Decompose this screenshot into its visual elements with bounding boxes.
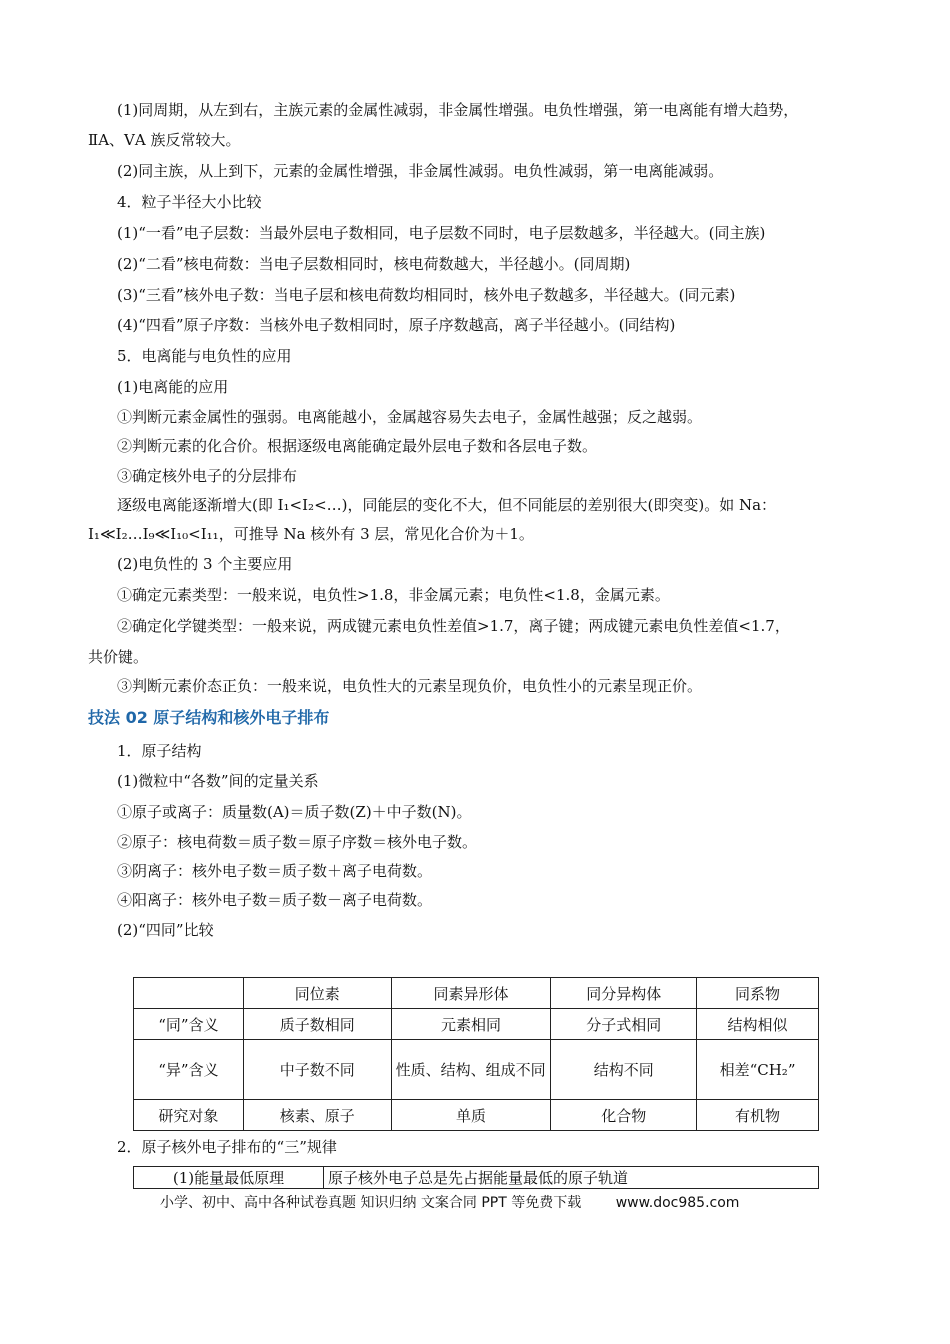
section-title: 2．原子核外电子排布的“三”规律: [117, 1138, 337, 1156]
table-cell: “同”含义: [134, 1009, 244, 1040]
table-cell: 性质、结构、组成不同: [391, 1040, 551, 1100]
table-cell: 原子核外电子总是先占据能量最低的原子轨道: [324, 1167, 819, 1189]
body-line: ①原子或离子：质量数(A)＝质子数(Z)＋中子数(N)。: [117, 803, 472, 821]
body-line: (3)“三看”核外电子数：当电子层和核电荷数均相同时，核外电子数越多，半径越大。(同元素): [117, 286, 736, 304]
body-line: 共价键。: [88, 648, 149, 666]
table-header: 同系物: [697, 978, 819, 1009]
table-row: [134, 1167, 819, 1189]
table-cell: 有机物: [697, 1100, 819, 1131]
section-title: 5．电离能与电负性的应用: [117, 347, 292, 365]
table-cell: (1)能量最低原理: [134, 1167, 324, 1189]
body-line: ③确定核外电子的分层排布: [117, 467, 298, 485]
table-header: 同素异形体: [391, 978, 551, 1009]
body-line: (1)微粒中“各数”间的定量关系: [117, 772, 319, 790]
body-line: ②确定化学键类型：一般来说，两成键元素电负性差值>1.7，离子键；两成键元素电负性差值<1.7，: [117, 617, 790, 635]
table-cell: 单质: [391, 1100, 551, 1131]
body-line: (2)“二看”核电荷数：当电子层数相同时，核电荷数越大，半径越小。(同周期): [117, 255, 631, 273]
table-cell: 相差“CH₂”: [697, 1040, 819, 1100]
table-cell: “异”含义: [134, 1040, 244, 1100]
body-line: ②判断元素的化合价。根据逐级电离能确定最外层电子数和各层电子数。: [117, 437, 598, 455]
body-line: ③阴离子：核外电子数＝质子数＋离子电荷数。: [117, 862, 433, 880]
body-line: ⅡA、ⅤA 族反常较大。: [88, 131, 241, 149]
body-line: (4)“四看”原子序数：当核外电子数相同时，原子序数越高，离子半径越小。(同结构): [117, 316, 676, 334]
section-title: 4．粒子半径大小比较: [117, 193, 262, 211]
page-footer: [160, 1192, 739, 1212]
section-heading: 技法 02 原子结构和核外电子排布: [88, 708, 330, 727]
table-header: 同位素: [243, 978, 391, 1009]
section-title: 1．原子结构: [117, 742, 202, 760]
footer-text: 小学、初中、高中各种试卷真题 知识归纳 文案合同 PPT 等免费下载: [160, 1195, 582, 1211]
table-cell: 元素相同: [391, 1009, 551, 1040]
rules-table: [133, 1166, 819, 1189]
body-line: ③判断元素价态正负：一般来说，电负性大的元素呈现负价，电负性小的元素呈现正价。: [117, 677, 703, 695]
table-cell: 结构相似: [697, 1009, 819, 1040]
table-cell: 中子数不同: [243, 1040, 391, 1100]
body-line: ①确定元素类型：一般来说，电负性>1.8，非金属元素；电负性<1.8，金属元素。: [117, 586, 670, 604]
body-line: ④阳离子：核外电子数＝质子数－离子电荷数。: [117, 891, 433, 909]
body-line: (1)电离能的应用: [117, 378, 229, 396]
footer-url[interactable]: www.doc985.com: [615, 1195, 740, 1211]
table-row: [134, 1009, 819, 1040]
body-line: (1)“一看”电子层数：当最外层电子数相同，电子层数不同时，电子层数越多，半径越大。(同主族): [117, 224, 766, 242]
table-cell: 分子式相同: [551, 1009, 697, 1040]
body-line: I₁≪I₂…I₉≪I₁₀<I₁₁，可推导 Na 核外有 3 层，常见化合价为＋1。: [88, 525, 534, 543]
table-cell: 化合物: [551, 1100, 697, 1131]
comparison-table: [133, 977, 819, 1131]
body-line: (2)电负性的 3 个主要应用: [117, 555, 293, 573]
table-row: [134, 1100, 819, 1131]
table-header: 同分异构体: [551, 978, 697, 1009]
body-line: ②原子：核电荷数＝质子数＝原子序数＝核外电子数。: [117, 833, 478, 851]
table-cell: 核素、原子: [243, 1100, 391, 1131]
body-line: (1)同周期，从左到右，主族元素的金属性减弱，非金属性增强。电负性增强，第一电离能有增大趋势，: [117, 101, 799, 119]
table-header-row: [134, 978, 819, 1009]
body-line: (2)同主族，从上到下，元素的金属性增强，非金属性减弱。电负性减弱，第一电离能减弱。: [117, 162, 724, 180]
body-line: 逐级电离能逐渐增大(即 I₁<I₂<…)，同能层的变化不大，但不同能层的差别很大(即突变)。如 Na：: [117, 496, 777, 514]
table-row: [134, 1040, 819, 1100]
body-line: (2)“四同”比较: [117, 921, 214, 939]
table-cell: 研究对象: [134, 1100, 244, 1131]
table-cell: 结构不同: [551, 1040, 697, 1100]
table-cell: [134, 978, 244, 1009]
table-cell: 质子数相同: [243, 1009, 391, 1040]
body-line: ①判断元素金属性的强弱。电离能越小，金属越容易失去电子，金属性越强；反之越弱。: [117, 408, 703, 426]
